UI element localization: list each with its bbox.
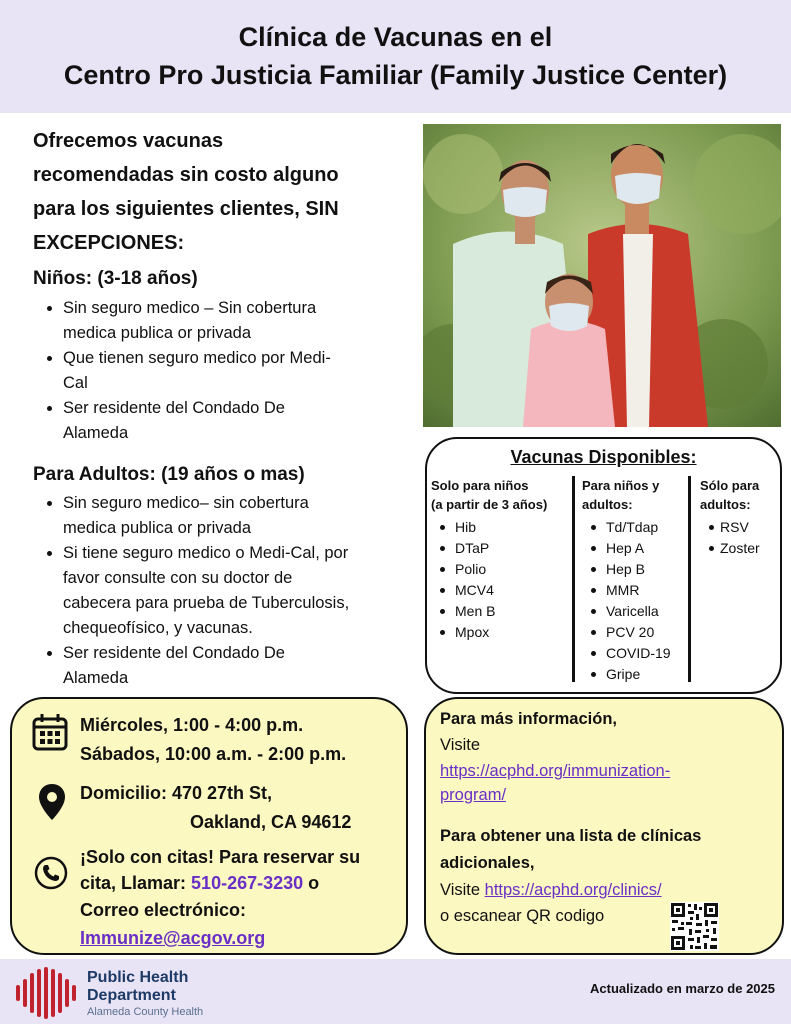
email-row [80, 924, 265, 953]
vaccines-box [425, 437, 782, 694]
eligibility-section [33, 124, 413, 691]
list-item: Sin seguro medico – Sin cobertura medica publica or privada [47, 296, 413, 346]
visit-label: Visite [440, 736, 481, 754]
email-link[interactable]: Immunize@acgov.org [80, 928, 266, 948]
intro-text: Ofrecemos vacunas recomendadas sin costo alguno para los siguientes clientes, SIN EXCEPCIONES: [33, 130, 339, 254]
appointment-line-1: ¡Solo con citas! Para reservar su [80, 847, 361, 867]
list-item: Si tiene seguro medico o Medi-Cal, por favor consulte con su doctor de cabecera para prueba de Tuberculosis, chequeofísico, y vacunas. [47, 541, 413, 641]
updated-date: Actualizado en marzo de 2025 [590, 981, 775, 996]
logo-subtitle: Alameda County Health [87, 1006, 204, 1018]
location-pin-icon [38, 783, 66, 821]
list-item: DTaP [431, 538, 571, 559]
appointment-line-2: cita, Llamar: 510-267-3230 o [80, 873, 320, 893]
list-item: Hep A [582, 538, 682, 559]
children-title: Niños: (3-18 años) [33, 268, 198, 289]
address-line-1: Domicilio: 470 27th St, [80, 783, 273, 803]
list-item: COVID-19 [582, 643, 682, 664]
hours-weekday: Miércoles, 1:00 - 4:00 p.m. [80, 715, 304, 735]
clinics-list-title: Para obtener una lista de clínicas adicionales, [440, 827, 702, 872]
phone-icon [34, 856, 68, 890]
list-item: Sin seguro medico– sin cobertura medica publica or privada [47, 491, 413, 541]
list-item: MCV4 [431, 580, 571, 601]
list-item: Hib [431, 517, 571, 538]
logo-name: Public Health Department [87, 969, 189, 1004]
list-item: Polio [431, 559, 571, 580]
list-item: Zoster [700, 538, 778, 559]
more-info-box [424, 697, 784, 955]
children-list [47, 296, 413, 446]
qr-code-icon[interactable] [670, 902, 719, 951]
list-item: Varicella [582, 601, 682, 622]
adults-title: Para Adultos: (19 años o mas) [33, 464, 305, 485]
hours-saturday: Sábados, 10:00 a.m. - 2:00 p.m. [80, 744, 347, 764]
list-item: PCV 20 [582, 622, 682, 643]
page-title [0, 18, 791, 94]
clinics-link-row: Visite https://acphd.org/clinics/ [440, 881, 662, 899]
vaccine-list-adults [700, 517, 778, 559]
list-item: Td/Tdap [582, 517, 682, 538]
vaccine-column-adults: Sólo para adultos: RSV Zoster [700, 476, 778, 559]
column-divider [688, 476, 691, 682]
title-line-1: Clínica de Vacunas en el [238, 22, 553, 52]
column-divider [572, 476, 575, 682]
more-info-title: Para más información, [440, 710, 617, 728]
immunization-program-link[interactable]: https://acphd.org/immunization- program/ [440, 762, 671, 804]
list-item: Hep B [582, 559, 682, 580]
email-label: Correo electrónico: [80, 900, 247, 920]
vaccine-column-both: Para niños y adultos: Td/Tdap Hep A Hep B MMR Varicella PCV 20 COVID-19 Gripe [582, 476, 682, 685]
immunization-link-row [440, 759, 670, 807]
list-item: Que tienen seguro medico por Medi- Cal [47, 346, 413, 396]
header-banner [0, 0, 791, 113]
footer-bar [0, 959, 791, 1024]
adults-list [47, 491, 413, 691]
pulse-logo-icon [15, 967, 81, 1019]
address-line-2: Oakland, CA 94612 [190, 812, 352, 832]
list-item: Ser residente del Condado De Alameda [47, 641, 413, 691]
clinics-link[interactable]: https://acphd.org/clinics/ [484, 881, 662, 899]
vaccine-list-children [431, 517, 571, 643]
list-item: Gripe [582, 664, 682, 685]
list-item: Mpox [431, 622, 571, 643]
list-item: MMR [582, 580, 682, 601]
title-line-2: Centro Pro Justicia Familiar (Family Justice Center) [63, 60, 728, 90]
list-item: Men B [431, 601, 571, 622]
vaccine-list-both [582, 517, 682, 685]
scan-qr-text: o escanear QR codigo [440, 907, 605, 925]
family-photo-illustration [423, 124, 781, 427]
calendar-icon [32, 713, 68, 751]
schedule-box [10, 697, 408, 955]
family-photo [423, 124, 781, 427]
phone-number-link[interactable]: 510-267-3230 [191, 873, 304, 893]
list-item: Ser residente del Condado De Alameda [47, 396, 413, 446]
vaccine-column-children: Solo para niños (a partir de 3 años) Hib DTaP Polio MCV4 Men B Mpox [431, 476, 571, 643]
vaccines-title: Vacunas Disponibles: [510, 447, 697, 467]
list-item: RSV [700, 517, 778, 538]
